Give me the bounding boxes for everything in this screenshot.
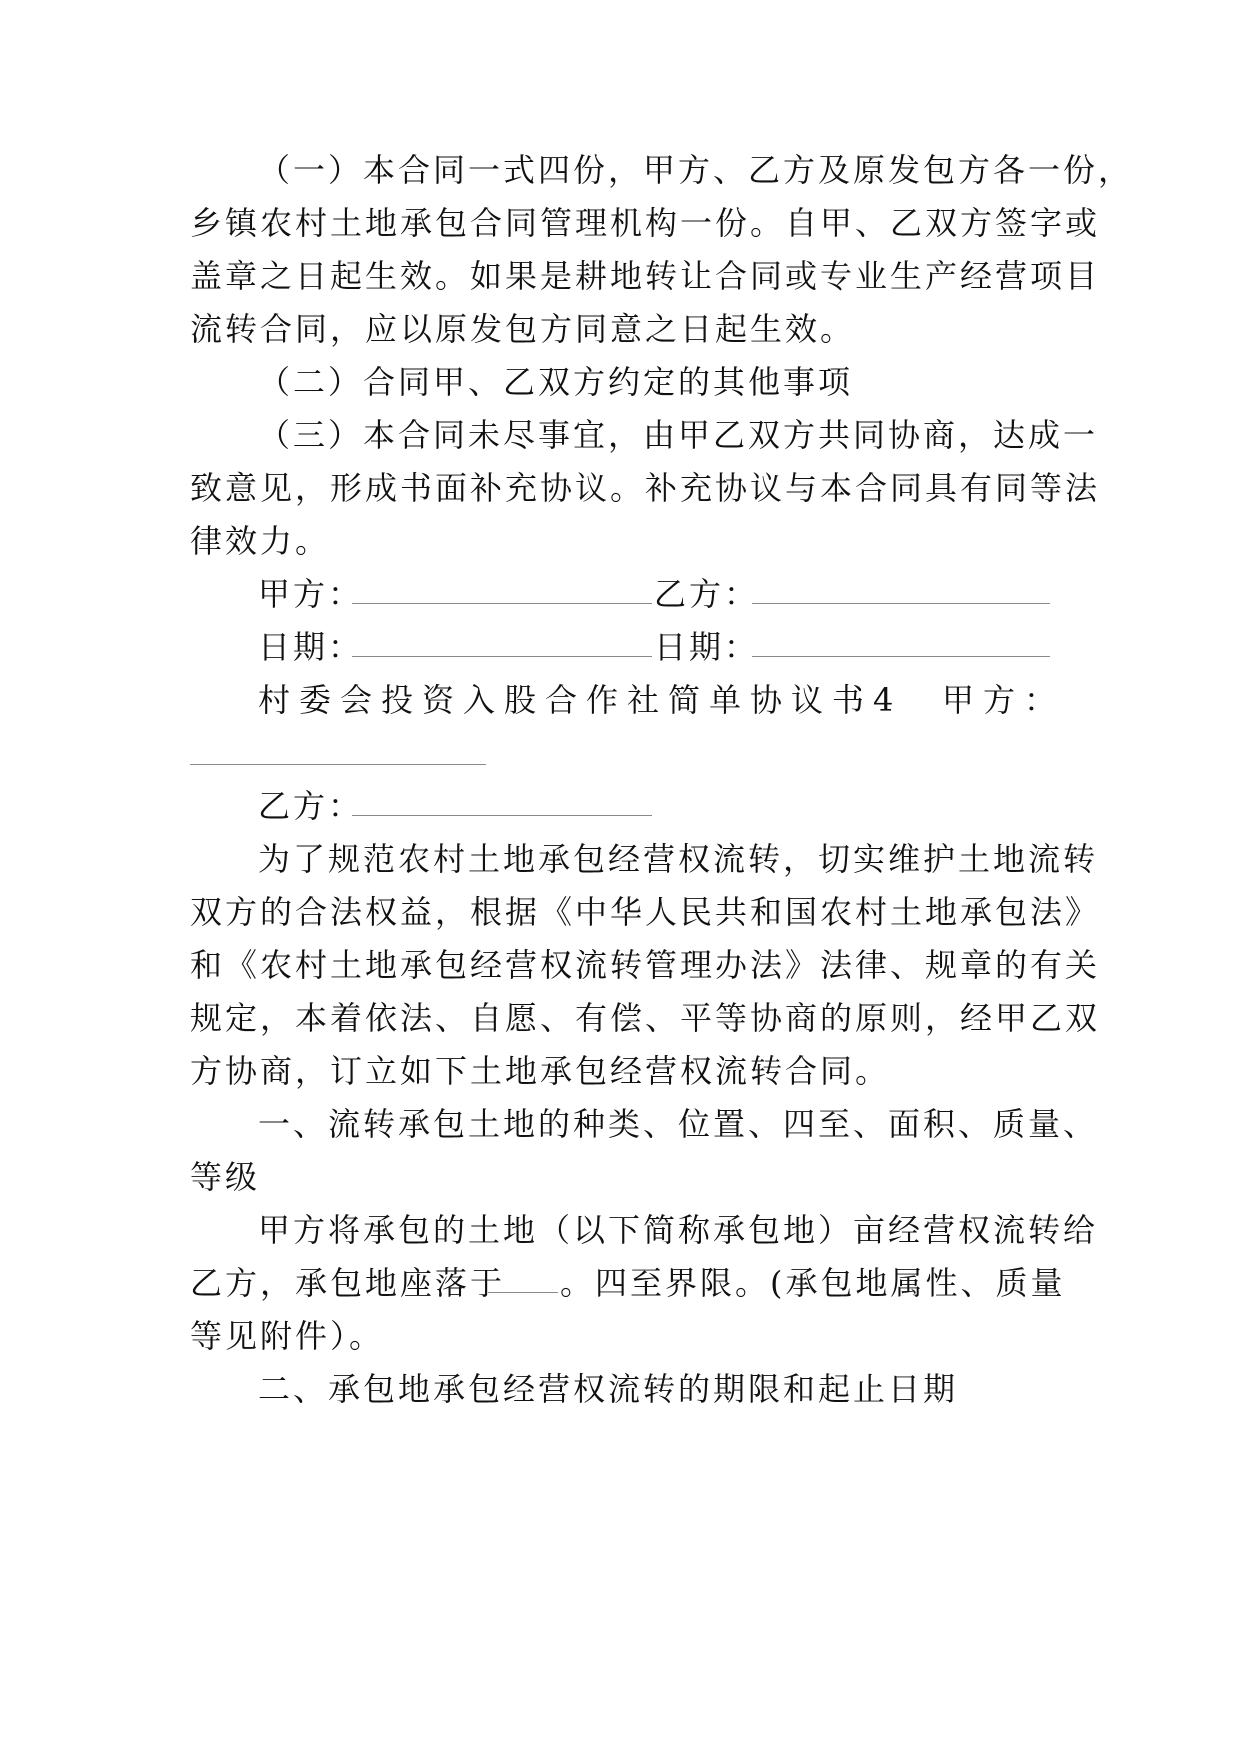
clause-3-line-3: 律效力。 — [190, 522, 331, 560]
second-party-b-line — [352, 815, 652, 816]
date-label-b: 日期： — [654, 628, 760, 666]
party-b-signature-line — [752, 603, 1050, 604]
second-agreement-title: 村委会投资入股合作社简单协议书4 — [258, 681, 903, 719]
date-b-line — [752, 656, 1050, 657]
section-1-body-line-1: 甲方将承包的土地（以下简称承包地）亩经营权流转给 — [258, 1211, 1099, 1249]
location-suffix: 。四至界限。(承包地属性、质量 — [560, 1264, 1066, 1302]
clause-1-line-4: 流转合同，应以原发包方同意之日起生效。 — [190, 310, 856, 348]
second-party-a-line — [190, 764, 486, 765]
preamble-line-3: 和《农村土地承包经营权流转管理办法》法律、规章的有关 — [190, 946, 1101, 984]
date-a-line — [352, 656, 652, 657]
clause-1-line-1: （一）本合同一式四份，甲方、乙方及原发包方各一份， — [258, 151, 1134, 189]
date-label-a: 日期： — [258, 628, 364, 666]
party-a-signature-line — [352, 603, 652, 604]
party-b-label: 乙方： — [654, 575, 760, 613]
section-1-heading-line-2: 等级 — [190, 1158, 261, 1196]
preamble-line-2: 双方的合法权益，根据《中华人民共和国农村土地承包法》 — [190, 893, 1101, 931]
clause-1-line-2: 乡镇农村土地承包合同管理机构一份。自甲、乙双方签字或 — [190, 204, 1101, 242]
section-1-body-line-3: 等见附件）。 — [190, 1317, 385, 1355]
section-1-heading-line-1: 一、流转承包土地的种类、位置、四至、面积、质量、 — [258, 1105, 1099, 1143]
clause-1-line-3: 盖章之日起生效。如果是耕地转让合同或专业生产经营项目 — [190, 257, 1101, 295]
location-prefix: 乙方，承包地座落于 — [190, 1264, 506, 1302]
preamble-line-1: 为了规范农村土地承包经营权流转，切实维护土地流转 — [258, 840, 1099, 878]
second-party-b-label: 乙方： — [258, 787, 364, 825]
second-party-a-label: 甲方： — [942, 681, 1066, 719]
party-a-label: 甲方： — [258, 575, 364, 613]
clause-2-line: （二）合同甲、乙双方约定的其他事项 — [258, 363, 854, 401]
preamble-line-4: 规定，本着依法、自愿、有偿、平等协商的原则，经甲乙双 — [190, 999, 1101, 1037]
preamble-line-5: 方协商，订立如下土地承包经营权流转合同。 — [190, 1052, 891, 1090]
section-2-heading: 二、承包地承包经营权流转的期限和起止日期 — [258, 1370, 959, 1408]
clause-3-line-1: （三）本合同未尽事宜，由甲乙双方共同协商，达成一 — [258, 416, 1099, 454]
location-blank-line — [488, 1292, 558, 1293]
clause-3-line-2: 致意见，形成书面补充协议。补充协议与本合同具有同等法 — [190, 469, 1101, 507]
